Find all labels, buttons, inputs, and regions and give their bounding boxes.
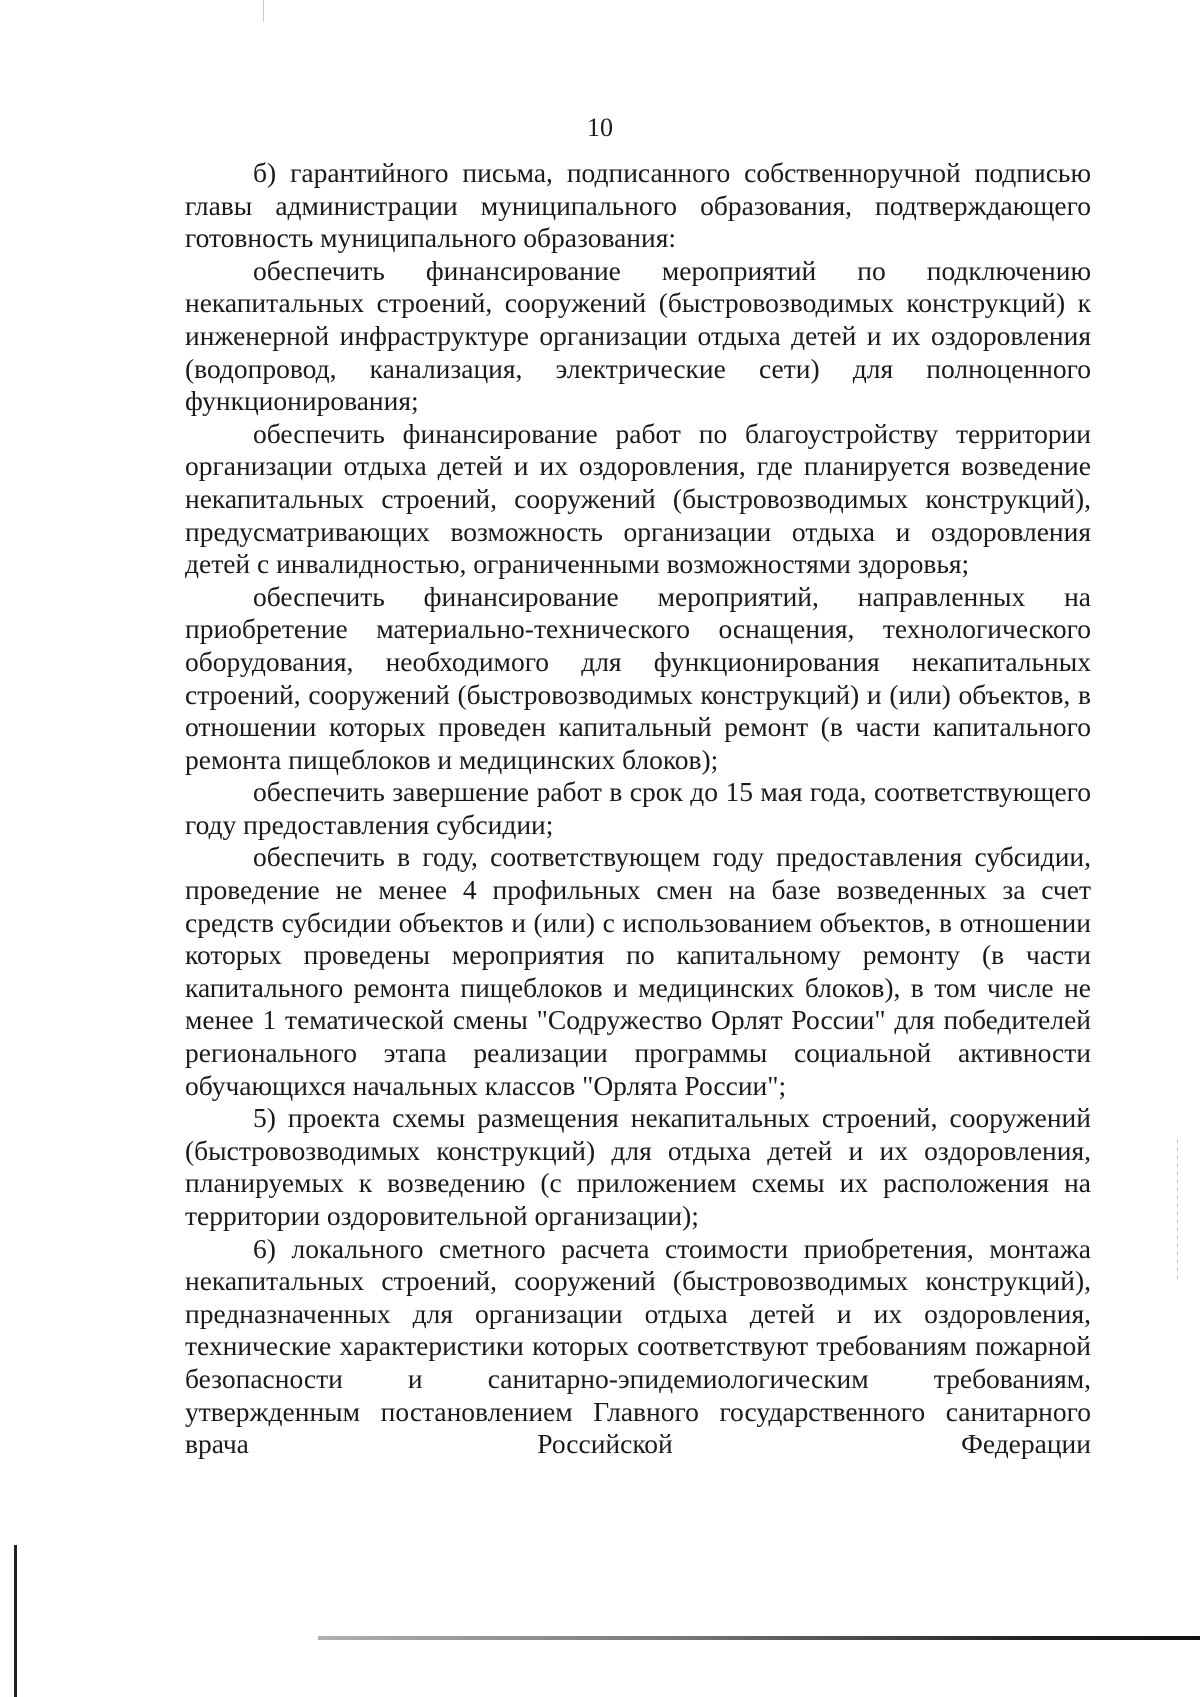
page-number: 10 xyxy=(587,113,613,142)
paragraph-equipment: обеспечить финансирование мероприятий, направленных на приобретение материально-технического оснащения, технологического оборудования, необходимого для функционирования некапитальных строений, сооружений (быстровозводимых конструкций) и (или) объектов, в отношении которых проведен капитальный ремонт (в части капитального ремонта пищеблоков и медицинских блоков); xyxy=(185,580,1091,775)
scan-artifact-top-tick xyxy=(263,0,264,22)
document-body xyxy=(185,157,1091,1461)
paragraph-infrastructure: обеспечить финансирование мероприятий по подключению некапитальных строений, сооружений (быстровозводимых конструкций) к инженерной инфраструктуре организации отдыха детей и их оздоровления (водопровод, канализация, электрические сети) для полноценного функционирования; xyxy=(185,254,1091,417)
paragraph-deadline: обеспечить завершение работ в срок до 15 мая года, соответствующего году предоставления субсидии; xyxy=(185,776,1091,840)
paragraph-shifts: обеспечить в году, соответствующем году предоставления субсидии, проведение не менее 4 профильных смен на базе возведенных за счет средств субсидии объектов и (или) с использованием объектов, в отношении которых проведены мероприятия по капитальному ремонту (в части капитального ремонта пищеблоков и медицинских блоков), в том числе не менее 1 тематической смены "Содружество Орлят России" для победителей регионального этапа реализации программы социальной активности обучающихся начальных классов "Орлята России"; xyxy=(185,841,1091,1101)
paragraph-cost-estimate: 6) локального сметного расчета стоимости приобретения, монтажа некапитальных строений, сооружений (быстровозводимых конструкций), предназначенных для организации отдыха детей и их оздоровления, технические характеристики которых соответствуют требованиям пожарной безопасности и санитарно-эпидемиологическим требованиям, утвержденным постановлением Главного государственного санитарного врача Российской Федерации xyxy=(185,1232,1091,1460)
paragraph-placement-scheme: 5) проекта схемы размещения некапитальных строений, сооружений (быстровозводимых конструкций) для отдыха детей и их оздоровления, планируемых к возведению (с приложением схемы их расположения на территории оздоровительной организации); xyxy=(185,1102,1091,1231)
paragraph-landscaping: обеспечить финансирование работ по благоустройству территории организации отдыха детей и их оздоровления, где планируется возведение некапитальных строений, сооружений (быстровозводимых конструкций), предусматривающих возможность организации отдыха и оздоровления детей с инвалидностью, ограниченными возможностями здоровья; xyxy=(185,417,1091,580)
scan-artifact-bottom-edge xyxy=(318,1636,1200,1640)
paragraph-guarantee-letter: б) гарантийного письма, подписанного собственноручной подписью главы администрации муниципального образования, подтверждающего готовность муниципального образования: xyxy=(185,157,1091,254)
scan-artifact-left-edge xyxy=(14,1545,17,1697)
scan-artifact-right-dots xyxy=(1177,1140,1178,1280)
